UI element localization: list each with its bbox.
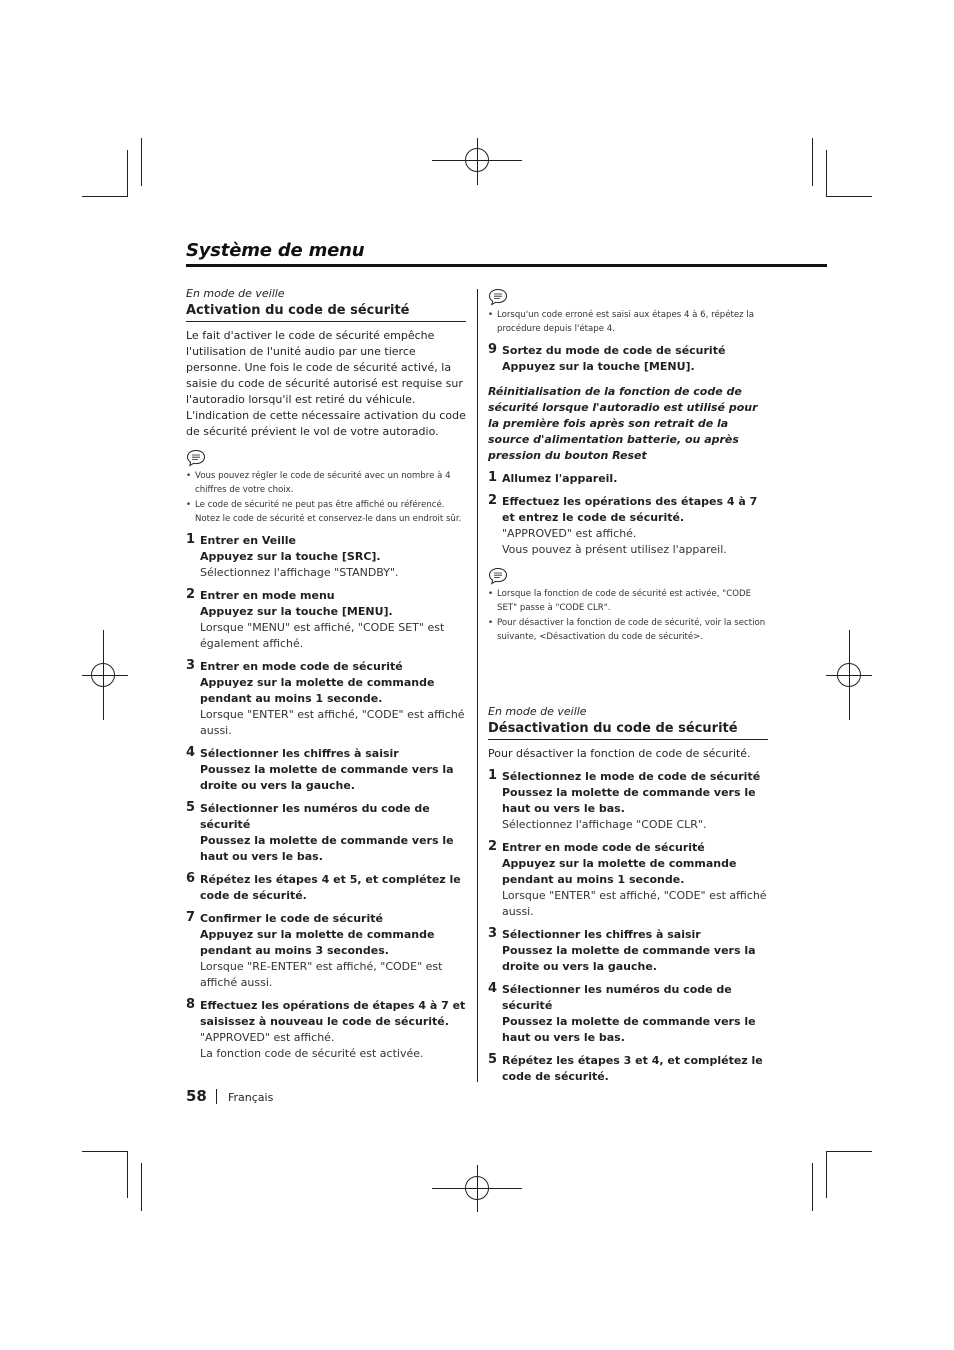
step-item [488,982,768,1046]
note-item: • Lorsqu'un code erroné est saisi aux étapes 4 à 6, répétez la procédure depuis l'étape 4. [488,308,768,336]
step-number: 2 [186,587,196,602]
step-item [186,533,466,581]
step-note: Sélectionnez l'affichage "CODE CLR". [502,818,707,831]
step-9 [488,343,768,375]
step-instruction: Sélectionner les numéros du code de sécurité [502,983,732,1012]
step-item [186,911,466,991]
step-item [488,471,768,487]
section-heading: Activation du code de sécurité [186,302,466,322]
step-number: 1 [186,532,196,547]
step-instruction: Poussez la molette de commande vers le haut ou vers le bas. [502,1015,756,1044]
step-number: 4 [186,745,196,760]
steps-list [186,533,466,1062]
step-number: 7 [186,910,196,925]
step-note: Sélectionnez l'affichage "STANDBY". [200,566,399,579]
step-instruction: Sélectionnez le mode de code de sécurité [502,770,761,783]
left-column [186,286,466,1062]
step-instruction: Appuyez sur la touche [SRC]. [200,550,381,563]
step-item [186,588,466,652]
step-instruction: Poussez la molette de commande vers le haut ou vers le bas. [502,786,756,815]
step-instruction: Répétez les étapes 3 et 4, et complétez le code de sécurité. [502,1054,763,1083]
step-item [186,746,466,794]
step-instruction: Répétez les étapes 4 et 5, et complétez le code de sécurité. [200,873,461,902]
note-item: • Pour désactiver la fonction de code de sécurité, voir la section suivante, <Désactivation du code de sécurité>. [488,616,768,644]
step-number: 1 [488,470,498,485]
step-instruction: Poussez la molette de commande vers le haut ou vers le bas. [200,834,454,863]
step-instruction: Sélectionner les numéros du code de sécurité [200,802,430,831]
right-column [488,288,768,645]
notes-list [186,469,466,526]
page-number: 58 [186,1087,207,1105]
step-number: 4 [488,981,498,996]
step-item [488,840,768,920]
step-instruction: Sélectionner les chiffres à saisir [200,747,399,760]
note-icon [488,288,508,306]
step-number: 6 [186,871,196,886]
step-instruction: Effectuez les opérations de étapes 4 à 7 et saisissez à nouveau le code de sécurité. [200,999,466,1028]
step-number: 2 [488,839,498,854]
step-note: Lorsque "ENTER" est affiché, "CODE" est affiché aussi. [502,889,767,918]
step-instruction: Appuyez sur la molette de commande pendant au moins 1 seconde. [502,857,737,886]
section-heading: Désactivation du code de sécurité [488,720,768,740]
step-instruction: Allumez l'appareil. [502,472,618,485]
step-number: 5 [186,800,196,815]
step-number: 9 [488,342,498,357]
step-instruction: Entrer en mode code de sécurité [502,841,705,854]
step-instruction: Appuyez sur la touche [MENU]. [502,360,695,373]
column-divider [477,289,478,1082]
step-instruction: Effectuez les opérations des étapes 4 à 7 et entrez le code de sécurité. [502,495,758,524]
step-number: 8 [186,997,196,1012]
step-note: "APPROVED" est affiché. La fonction code de sécurité est activée. [200,1031,424,1060]
note-item: • Vous pouvez régler le code de sécurité avec un nombre à 4 chiffres de votre choix. [186,469,466,497]
intro-paragraph: Pour désactiver la fonction de code de sécurité. [488,747,751,760]
step-item [488,494,768,558]
step-item [488,769,768,833]
steps-list [488,769,768,1085]
step-item [186,998,466,1062]
step-note: Lorsque "RE-ENTER" est affiché, "CODE" est affiché aussi. [200,960,443,989]
context-label: En mode de veille [186,287,285,300]
step-item [186,872,466,904]
step-number: 5 [488,1052,498,1067]
deactivation-section [488,704,768,1085]
step-note: "APPROVED" est affiché. Vous pouvez à présent utilisez l'appareil. [502,527,727,556]
step-note: Lorsque "ENTER" est affiché, "CODE" est affiché aussi. [200,708,465,737]
step-number: 1 [488,768,498,783]
reinit-heading: Réinitialisation de la fonction de code de sécurité lorsque l'autoradio est utilisé pour la première fois après son retrait de la source d'alimentation batterie, ou après pression du bouton Reset [488,385,758,462]
reinit-steps-list [488,471,768,558]
step-number: 3 [186,658,196,673]
footer-divider [216,1089,217,1104]
notes-list [488,308,768,336]
step-instruction: Sortez du mode de code de sécurité [502,344,726,357]
step-item [488,1053,768,1085]
step-instruction: Confirmer le code de sécurité [200,912,383,925]
step-note: Lorsque "MENU" est affiché, "CODE SET" est également affiché. [200,621,445,650]
step-instruction: Sélectionner les chiffres à saisir [502,928,701,941]
step-instruction: Appuyez sur la molette de commande pendant au moins 1 seconde. [200,676,435,705]
step-instruction: Appuyez sur la touche [MENU]. [200,605,393,618]
step-item [186,659,466,739]
step-item [488,927,768,975]
context-label: En mode de veille [488,705,587,718]
step-item [488,343,768,375]
step-number: 2 [488,493,498,508]
step-item [186,801,466,865]
note-icon [186,449,206,467]
step-number: 3 [488,926,498,941]
title-rule [186,264,827,267]
notes-list [488,587,768,644]
note-item: • Le code de sécurité ne peut pas être affiché ou référencé. Notez le code de sécurité et conservez-le dans un endroit sûr. [186,498,466,526]
step-instruction: Poussez la molette de commande vers la droite ou vers la gauche. [502,944,756,973]
step-instruction: Entrer en Veille [200,534,297,547]
page-title: Système de menu [186,240,365,261]
step-instruction: Poussez la molette de commande vers la droite ou vers la gauche. [200,763,454,792]
note-icon [488,567,508,585]
note-item: • Lorsque la fonction de code de sécurité est activée, "CODE SET" passe à "CODE CLR". [488,587,768,615]
intro-paragraph: Le fait d'activer le code de sécurité empêche l'utilisation de l'unité audio par une tierce personne. Une fois le code de sécurité activé, la saisie du code de sécurité autorisé est requise sur l'autoradio lorsqu'il est retiré du véhicule. L'indication de cette nécessaire activation du code de sécurité prévient le vol de votre autoradio. [186,329,466,438]
step-instruction: Entrer en mode code de sécurité [200,660,403,673]
step-instruction: Appuyez sur la molette de commande pendant au moins 3 secondes. [200,928,435,957]
step-instruction: Entrer en mode menu [200,589,335,602]
language-label: Français [228,1091,274,1104]
